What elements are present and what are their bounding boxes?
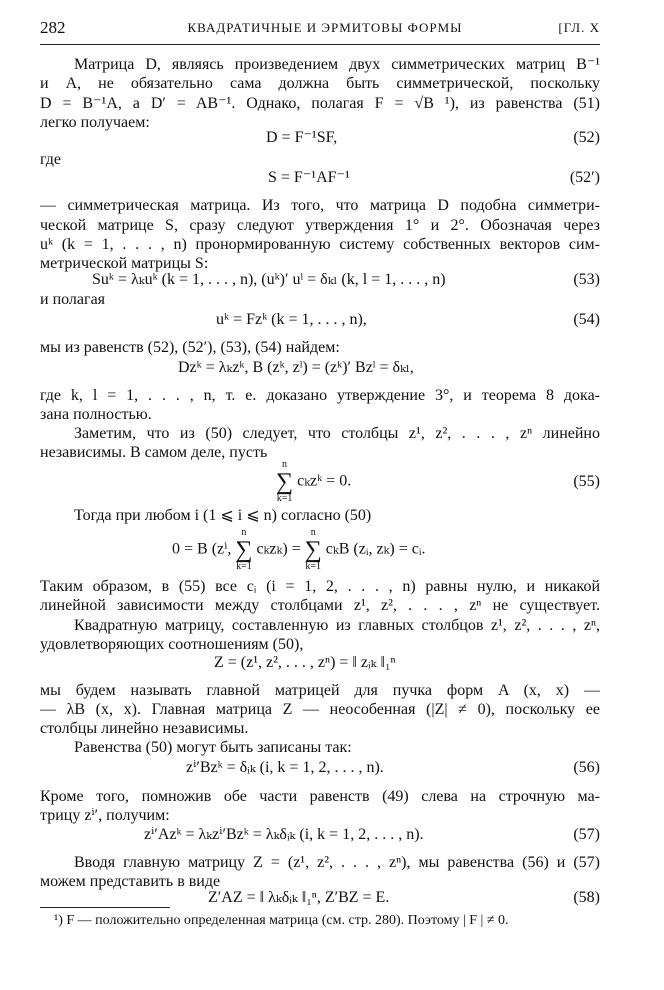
- running-title: КВАДРАТИЧНЫЕ И ЭРМИТОВЫ ФОРМЫ: [187, 20, 463, 35]
- text-line: мы из равенств (52), (52′), (53), (54) найдем:: [40, 339, 340, 356]
- text-line: Кроме того, помножив обе части равенств (49) слева на строчную ма-: [40, 788, 600, 805]
- equation-number: (53): [573, 271, 600, 288]
- equation-number: (58): [573, 889, 600, 906]
- text-line: — симметрическая матрица. Из того, что матрица D подобна симметри-: [40, 197, 600, 214]
- text-line: столбцы линейно независимы.: [40, 720, 249, 737]
- equation-expression: D = F⁻¹SF,: [266, 129, 338, 146]
- equation-expression: Suᵏ = λₖuᵏ (k = 1, . . . , n), (uᵏ)′ uˡ = δₖₗ (k, l = 1, . . . , n): [92, 271, 446, 288]
- text-line: линейной зависимости между столбцами z¹, z², . . . , zⁿ не существует.: [40, 597, 600, 614]
- text-line: Матрица D, являясь произведением двух симметрических матриц B⁻¹: [74, 56, 600, 73]
- equation-expression: cₖzᵏ = 0.: [297, 472, 352, 490]
- text-line: метрической матрицы S:: [40, 255, 209, 272]
- text-line: uᵏ (k = 1, . . . , n) пронормированную систему собственных векторов сим-: [40, 236, 600, 253]
- text-line: мы будем называть главной матрицей для пучка форм A (x, x) —: [40, 682, 600, 699]
- text-line: Равенства (50) могут быть записаны так:: [74, 739, 352, 756]
- text-line: Квадратную матрицу, составленную из главных столбцов z¹, z², . . . , zⁿ,: [74, 617, 600, 634]
- text-line: и полагая: [40, 291, 106, 308]
- equation-55: [40, 460, 600, 504]
- equation-number: (54): [573, 311, 600, 328]
- sum-symbol: n ∑ k=1: [304, 527, 322, 572]
- text-line: Вводя главную матрицу Z = (z¹, z², . . . , zⁿ), мы равенства (56) и (57): [74, 854, 600, 871]
- text-line: и A, не обязательно сама должна быть симметрической, поскольку: [40, 75, 600, 92]
- text-line: Таким образом, в (55) все cᵢ (i = 1, 2, . . . , n) равны нулю, и никакой: [40, 578, 600, 595]
- sum-symbol: n ∑ k=1: [235, 527, 253, 572]
- equation-number: (57): [573, 826, 600, 843]
- footnote: ¹) F — положительно определенная матрица (см. стр. 280). Поэтому | F | ≠ 0.: [54, 913, 509, 928]
- equation-expression: Dzᵏ = λₖzᵏ, B (zᵏ, zˡ) = (zᵏ)′ Bzˡ = δₖₗ,: [178, 359, 414, 376]
- text-line: можем представить в виде: [40, 873, 221, 890]
- sum-symbol: n ∑ k=1: [276, 459, 294, 504]
- text-line: удовлетворяющих соотношениям (50),: [40, 636, 304, 653]
- equation-number: (56): [573, 759, 600, 776]
- text-line: Заметим, что из (50) следует, что столбцы z¹, z², . . . , zⁿ линейно: [74, 425, 600, 442]
- text-line: трицу zⁱ′, получим:: [40, 807, 170, 824]
- footnote-divider: [40, 907, 170, 908]
- equation-expression: S = F⁻¹AF⁻¹: [268, 169, 350, 186]
- page-number: 282: [40, 18, 66, 37]
- equation-expression: zⁱ′Bzᵏ = δᵢₖ (i, k = 1, 2, . . . , n).: [186, 759, 384, 776]
- text-line: независимы. В самом деле, пусть: [40, 444, 268, 461]
- equation-expression: zⁱ′Azᵏ = λₖzⁱ′Bzᵏ = λₖδᵢₖ (i, k = 1, 2, . . . , n).: [144, 826, 424, 843]
- text-line: зана полностью.: [40, 406, 152, 423]
- equation-expression: uᵏ = Fzᵏ (k = 1, . . . , n),: [216, 311, 367, 328]
- text-line: ческой матрице S, сразу следуют утверждения 1° и 2°. Обозначая через: [40, 217, 600, 234]
- equation-c-coefficients: 0 = B (zⁱ, n ∑ k=1 cₖzₖ) = n ∑ k=1 cₖB (zᵢ, zₖ) = cᵢ.: [172, 527, 426, 572]
- equation-number: (52): [573, 129, 600, 146]
- text-line: — λB (x, x). Главная матрица Z — неособенная (|Z| ≠ 0), поскольку ее: [40, 701, 600, 718]
- equation-expression: Z = (z¹, z², . . . , zⁿ) = ‖ zᵢₖ ‖₁ⁿ: [214, 654, 396, 671]
- text-line: Тогда при любом i (1 ⩽ i ⩽ n) согласно (50): [74, 507, 372, 524]
- chapter-label: [ГЛ. X: [558, 20, 600, 35]
- text-line: D = B⁻¹A, а D′ = AB⁻¹. Однако, полагая F = √B ¹), из равенства (51): [40, 95, 600, 112]
- text-line: где: [40, 151, 62, 168]
- equation-number: (55): [573, 473, 600, 490]
- text-line: где k, l = 1, . . . , n, т. е. доказано утверждение 3°, и теорема 8 дока-: [40, 387, 600, 404]
- equation-number: (52′): [569, 169, 600, 186]
- running-header: [40, 16, 600, 45]
- equation-expression: Z′AZ = ‖ λₖδᵢₖ ‖₁ⁿ, Z′BZ = E.: [208, 889, 390, 906]
- text-line: легко получаем:: [40, 114, 150, 131]
